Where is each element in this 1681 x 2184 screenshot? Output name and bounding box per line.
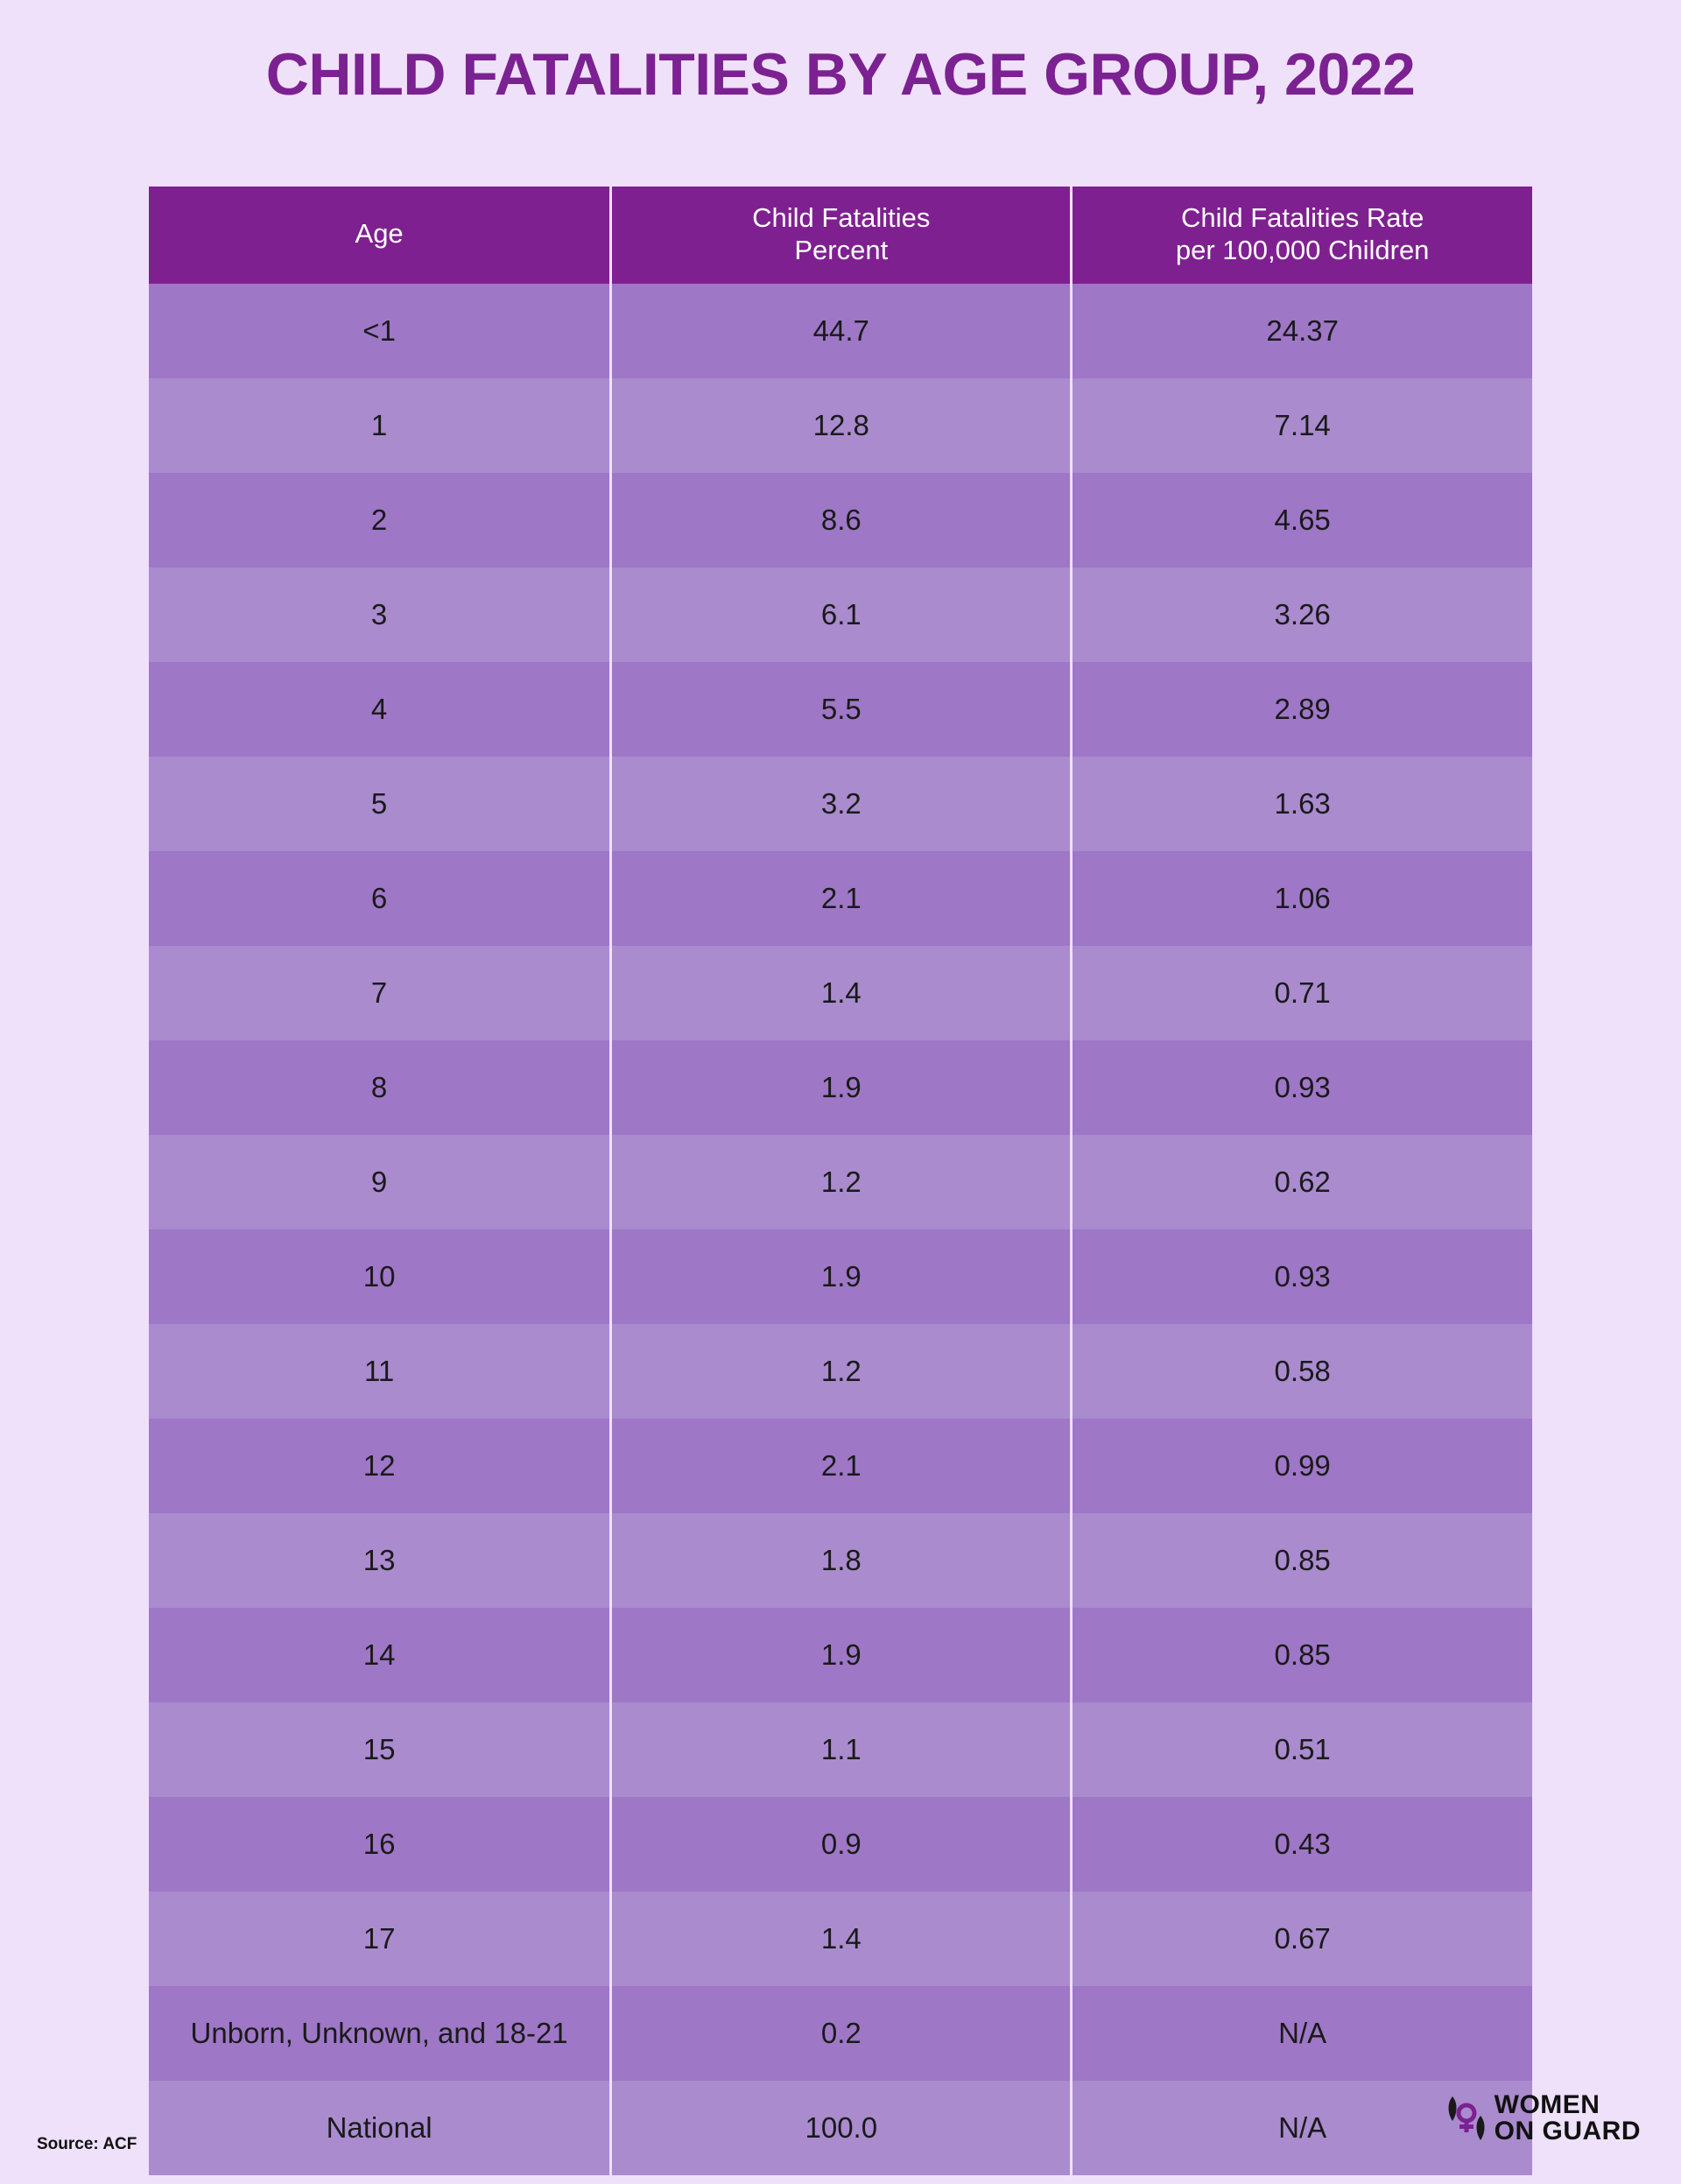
cell-rate: 0.58 — [1072, 1324, 1532, 1419]
cell-age: 15 — [149, 1702, 611, 1797]
column-header-percent-line1: Child Fatalities — [752, 202, 931, 233]
cell-age: 3 — [149, 567, 611, 662]
cell-age: Unborn, Unknown, and 18-21 — [149, 1986, 611, 2081]
cell-percent: 1.4 — [611, 1892, 1072, 1986]
cell-rate: 0.71 — [1072, 946, 1532, 1040]
table-row — [149, 1892, 1532, 1986]
brand-logo-line2: ON GUARD — [1494, 2117, 1641, 2146]
cell-percent: 0.9 — [611, 1797, 1072, 1892]
table-body — [149, 284, 1532, 2175]
cell-percent: 1.1 — [611, 1702, 1072, 1797]
cell-rate: 4.65 — [1072, 473, 1532, 567]
cell-rate: 0.93 — [1072, 1040, 1532, 1135]
column-header-age: Age — [149, 187, 611, 284]
cell-rate: 0.85 — [1072, 1513, 1532, 1608]
cell-rate: 24.37 — [1072, 284, 1532, 378]
cell-percent: 8.6 — [611, 473, 1072, 567]
cell-percent: 12.8 — [611, 378, 1072, 473]
female-symbol-shield-icon — [1445, 2094, 1486, 2143]
cell-age: 13 — [149, 1513, 611, 1608]
cell-age: 1 — [149, 378, 611, 473]
cell-age: 12 — [149, 1419, 611, 1513]
cell-age: 6 — [149, 851, 611, 946]
child-fatalities-table — [149, 187, 1532, 2175]
table-row — [149, 1702, 1532, 1797]
cell-rate: 1.63 — [1072, 757, 1532, 851]
cell-percent: 5.5 — [611, 662, 1072, 757]
cell-percent: 2.1 — [611, 1419, 1072, 1513]
cell-rate: 3.26 — [1072, 567, 1532, 662]
cell-percent: 1.9 — [611, 1229, 1072, 1324]
cell-age: 4 — [149, 662, 611, 757]
cell-rate: 0.99 — [1072, 1419, 1532, 1513]
brand-logo — [1445, 2089, 1641, 2146]
table-row — [149, 1419, 1532, 1513]
table-row — [149, 757, 1532, 851]
cell-percent: 100.0 — [611, 2081, 1072, 2175]
page-title: CHILD FATALITIES BY AGE GROUP, 2022 — [265, 41, 1416, 108]
cell-rate: 0.67 — [1072, 1892, 1532, 1986]
cell-percent: 3.2 — [611, 757, 1072, 851]
cell-age: 7 — [149, 946, 611, 1040]
table-row — [149, 1797, 1532, 1892]
table-row — [149, 378, 1532, 473]
cell-rate: 1.06 — [1072, 851, 1532, 946]
table-row — [149, 1513, 1532, 1608]
brand-logo-line1: WOMEN — [1494, 2089, 1600, 2119]
cell-age: 11 — [149, 1324, 611, 1419]
child-fatalities-table-wrap — [149, 187, 1532, 2175]
table-row — [149, 851, 1532, 946]
cell-rate: 2.89 — [1072, 662, 1532, 757]
table-row — [149, 1135, 1532, 1229]
cell-rate: 0.51 — [1072, 1702, 1532, 1797]
brand-logo-text — [1494, 2089, 1641, 2146]
cell-age: 10 — [149, 1229, 611, 1324]
cell-rate: 0.62 — [1072, 1135, 1532, 1229]
cell-percent: 0.2 — [611, 1986, 1072, 2081]
column-header-percent — [611, 187, 1072, 284]
cell-rate: N/A — [1072, 2081, 1532, 2175]
cell-age: 5 — [149, 757, 611, 851]
table-row — [149, 946, 1532, 1040]
table-header — [149, 187, 1532, 284]
table-row — [149, 284, 1532, 378]
cell-percent: 6.1 — [611, 567, 1072, 662]
column-header-rate — [1072, 187, 1532, 284]
table-row — [149, 2081, 1532, 2175]
cell-age: National — [149, 2081, 611, 2175]
table-row — [149, 1324, 1532, 1419]
table-header-row — [149, 187, 1532, 284]
cell-age: 16 — [149, 1797, 611, 1892]
source-note: Source: ACF — [37, 2135, 137, 2153]
cell-percent: 1.2 — [611, 1135, 1072, 1229]
table-row — [149, 1986, 1532, 2081]
cell-rate: 0.93 — [1072, 1229, 1532, 1324]
cell-percent: 44.7 — [611, 284, 1072, 378]
table-row — [149, 473, 1532, 567]
table-row — [149, 1229, 1532, 1324]
table-row — [149, 567, 1532, 662]
table-row — [149, 1608, 1532, 1702]
cell-age: 2 — [149, 473, 611, 567]
cell-rate: 7.14 — [1072, 378, 1532, 473]
table-row — [149, 662, 1532, 757]
cell-age: <1 — [149, 284, 611, 378]
column-header-rate-line2: per 100,000 Children — [1175, 234, 1430, 265]
cell-percent: 1.2 — [611, 1324, 1072, 1419]
cell-rate: 0.43 — [1072, 1797, 1532, 1892]
table-row — [149, 1040, 1532, 1135]
cell-rate: 0.85 — [1072, 1608, 1532, 1702]
cell-age: 9 — [149, 1135, 611, 1229]
cell-age: 17 — [149, 1892, 611, 1986]
cell-rate: N/A — [1072, 1986, 1532, 2081]
cell-age: 8 — [149, 1040, 611, 1135]
cell-percent: 1.4 — [611, 946, 1072, 1040]
column-header-rate-line1: Child Fatalities Rate — [1180, 202, 1424, 233]
cell-age: 14 — [149, 1608, 611, 1702]
cell-percent: 1.9 — [611, 1040, 1072, 1135]
cell-percent: 1.8 — [611, 1513, 1072, 1608]
column-header-percent-line2: Percent — [794, 234, 889, 265]
cell-percent: 2.1 — [611, 851, 1072, 946]
cell-percent: 1.9 — [611, 1608, 1072, 1702]
